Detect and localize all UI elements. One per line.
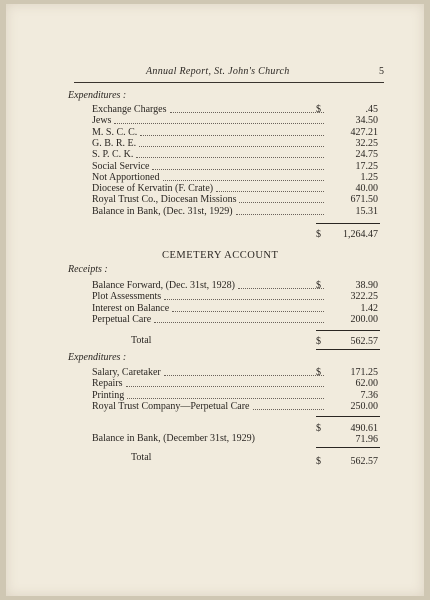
receipt-row-amount: 38.90 [355,280,378,291]
expenditure-row-amount: 427.21 [350,126,378,138]
cemetery-subtotal: 490.61 [350,423,378,434]
receipt-row-amount: 200.00 [350,313,378,325]
cemetery-expenditures-heading: Expenditures : [68,352,127,363]
receipt-row-label: Perpetual Care [92,313,152,325]
cemetery-expenditure-row-label: Printing [92,389,125,401]
page-number: 5 [379,66,384,77]
cemetery-expenditure-row-leader [126,386,324,387]
cemetery-expenditure-row-label: Royal Trust Company—Perpetual Care [92,400,250,412]
expenditure-row-amount: 34.50 [355,115,378,127]
expenditure-row-label: Social Service [92,160,150,172]
expenditure-row-amount: 671.50 [350,194,378,206]
cemetery-expenditures-list [6,4,424,596]
expenditures-heading: Expenditures : [68,90,127,101]
expenditure-row-amount: 40.00 [355,183,378,195]
expenditure-row-label: Diocese of Kervatin (F. Crate) [92,183,214,195]
cemetery-expenditure-row-amount: 250.00 [350,400,378,412]
expenditure-row-amount: .45 [365,104,378,115]
cemetery-expenditure-row [6,401,424,412]
cemetery-expenditure-row [6,378,424,389]
cemetery-expenditure-row-dollar: $ [316,367,321,378]
receipt-row-label: Balance Forward, (Dec. 31st, 1928) [92,280,236,291]
expenditure-row-label: S. P. C. K. [92,149,134,161]
expenditure-row-label: Not Apportioned [92,171,160,183]
cemetery-expenditure-row-amount: 7.36 [360,389,378,401]
expenditure-row-amount: 1.25 [360,171,378,183]
expenditure-row-dollar: $ [316,104,321,115]
expenditures-total-dollar: $ [316,229,321,240]
expenditure-row-label: M. S. C. C. [92,126,138,138]
receipt-row-label: Interest on Balance [92,302,170,314]
cemetery-balance-amount: 71.96 [355,434,378,445]
cemetery-expenditure-row-amount: 171.25 [350,367,378,378]
cemetery-expenditure-row [6,390,424,401]
receipt-row-label: Plot Assessments [92,291,162,303]
cemetery-expenditure-row-leader [164,375,324,376]
cemetery-expenditure-row-label: Repairs [92,378,123,390]
expenditure-row-label: Balance in Bank, (Dec. 31st, 1929) [92,205,233,217]
final-total-label: Total [131,452,152,463]
expenditure-row-label: Jews [92,115,112,127]
expenditure-row-label: Royal Trust Co., Diocesan Missions [92,194,237,206]
report-page [6,4,424,596]
receipt-row-amount: 1.42 [360,302,378,314]
expenditure-row-amount: 15.31 [355,205,378,217]
expenditure-row-amount: 24.75 [355,149,378,161]
expenditures-total: 1,264.47 [343,229,378,240]
cemetery-subtotal-dollar: $ [316,423,321,434]
expenditure-row-label: Exchange Charges [92,104,167,115]
receipts-total: 562.57 [350,336,378,347]
receipts-total-dollar: $ [316,336,321,347]
final-total: 562.57 [350,456,378,467]
cemetery-balance-label: Balance in Bank, (December 31st, 1929) [92,433,256,444]
expenditure-row-amount: 17.25 [355,160,378,172]
final-total-rule [316,447,380,448]
cemetery-expenditure-row-amount: 62.00 [355,378,378,390]
expenditure-row-label: G. B. R. E. [92,137,137,149]
expenditure-row-amount: 32.25 [355,137,378,149]
cemetery-account-title: CEMETERY ACCOUNT [162,250,279,261]
receipt-row-dollar: $ [316,280,321,291]
header-title: Annual Report, St. John's Church [146,66,290,77]
receipt-row-amount: 322.25 [350,291,378,303]
cemetery-subtotal-rule [316,416,380,417]
cemetery-expenditure-row-leader [127,398,324,399]
receipts-total-label: Total [131,335,152,346]
receipts-heading: Receipts : [68,264,108,275]
cemetery-expenditure-row [6,367,424,378]
cemetery-expenditure-row-label: Salary, Caretaker [92,367,161,378]
final-total-dollar: $ [316,456,321,467]
